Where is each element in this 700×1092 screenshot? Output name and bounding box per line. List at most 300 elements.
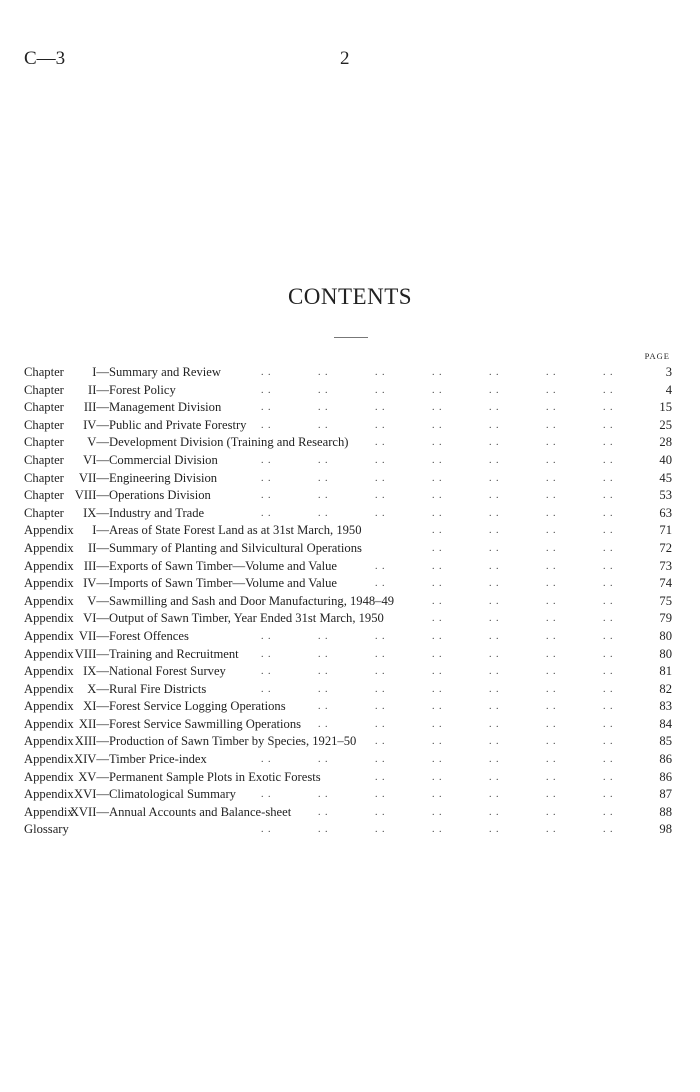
toc-entry-kind: Chapter [24, 505, 64, 520]
toc-entry [24, 364, 672, 382]
dot-leader: . . [546, 525, 557, 537]
dot-leader: . . [489, 754, 500, 766]
dot-leader: . . [489, 630, 500, 642]
toc-entry-kind: Appendix [24, 752, 74, 767]
dot-leader: . . [318, 490, 329, 502]
dot-leader: . . [432, 402, 443, 414]
toc-entry-title: Forest Offences [109, 628, 189, 643]
dot-leader: . . [432, 718, 443, 730]
toc-entry-number: II— [88, 382, 109, 397]
toc-entry-page: 73 [659, 558, 672, 573]
dot-leader: . . [261, 454, 272, 466]
dot-leader: . . [432, 507, 443, 519]
dot-leader: . . [546, 824, 557, 836]
dot-leader: . . [432, 613, 443, 625]
toc-entry-page: 4 [665, 382, 672, 397]
toc-entry-page: 82 [659, 681, 672, 696]
toc-entry-title: Operations Division [109, 488, 211, 503]
dot-leader: . . [546, 754, 557, 766]
toc-entry-title: Forest Policy [109, 382, 176, 397]
dot-leader: . . [318, 789, 329, 801]
toc-entry-title: Annual Accounts and Balance-sheet [109, 804, 292, 819]
toc-entry-title: Output of Sawn Timber, Year Ended 31st March, 1950 [109, 611, 384, 626]
toc-entry-number: VI— [83, 611, 109, 626]
toc-entry-kind: Glossary [24, 822, 69, 837]
dot-leader: . . [318, 806, 329, 818]
toc-entry-title: Forest Service Logging Operations [109, 699, 286, 714]
dot-leader: . . [546, 683, 557, 695]
toc-entry-title: Summary and Review [109, 365, 221, 379]
toc-entry-kind: Appendix [24, 664, 74, 679]
dot-leader: . . [261, 824, 272, 836]
toc-entry-title: Production of Sawn Timber by Species, 1921–50 [109, 734, 357, 749]
dot-leader: . . [318, 718, 329, 730]
dot-leader: . . [489, 718, 500, 730]
dot-leader: . . [375, 560, 386, 572]
toc-entry-number: XII— [78, 716, 109, 731]
dot-leader: . . [603, 701, 614, 713]
dot-leader: . . [546, 789, 557, 801]
toc-entry-number: IX— [83, 664, 109, 679]
toc-entry-page: 80 [659, 628, 672, 643]
toc-entry-page: 80 [659, 646, 672, 661]
toc-entry [24, 434, 672, 452]
dot-leader: . . [261, 683, 272, 695]
dot-leader: . . [375, 824, 386, 836]
toc-entry-title: Timber Price-index [109, 752, 207, 767]
dot-leader: . . [489, 578, 500, 590]
dot-leader: . . [375, 789, 386, 801]
dot-leader: . . [603, 683, 614, 695]
toc-entry-page: 87 [659, 787, 672, 802]
dot-leader: . . [375, 754, 386, 766]
toc-entry-page: 75 [659, 593, 672, 608]
dot-leader: . . [546, 419, 557, 431]
toc-entry-title: Management Division [109, 400, 222, 415]
toc-entry [24, 769, 672, 787]
toc-entry-kind: Chapter [24, 365, 64, 379]
dot-leader: . . [375, 419, 386, 431]
toc-entry [24, 733, 672, 751]
dot-leader: . . [432, 754, 443, 766]
dot-leader: . . [375, 771, 386, 783]
dot-leader: . . [603, 437, 614, 449]
dot-leader: . . [489, 595, 500, 607]
toc-entry-number: XV— [78, 769, 109, 784]
toc-entry-number: V— [87, 435, 109, 450]
dot-leader: . . [546, 560, 557, 572]
dot-leader: . . [603, 560, 614, 572]
toc-entry-kind: Chapter [24, 382, 64, 397]
toc-entry-kind: Appendix [24, 646, 74, 661]
dot-leader: . . [603, 771, 614, 783]
dot-leader: . . [432, 666, 443, 678]
dot-leader: . . [546, 613, 557, 625]
dot-leader: . . [432, 578, 443, 590]
toc-entry-kind: Appendix [24, 628, 74, 643]
toc-entry-kind: Appendix [24, 540, 74, 555]
dot-leader: . . [489, 525, 500, 537]
toc-entry [24, 751, 672, 769]
dot-leader: . . [432, 384, 443, 396]
toc-entry-number: XVI— [74, 787, 109, 802]
dot-leader: . . [318, 367, 329, 378]
dot-leader: . . [603, 507, 614, 519]
toc-entry-page: 3 [665, 365, 672, 379]
toc-entry [24, 786, 672, 804]
dot-leader: . . [489, 736, 500, 748]
toc-entry-page: 28 [659, 435, 672, 450]
dot-leader: . . [261, 419, 272, 431]
dot-leader: . . [489, 472, 500, 484]
dot-leader: . . [489, 560, 500, 572]
toc-entry-number: XIII— [74, 734, 109, 749]
toc-entry-number: II— [88, 540, 109, 555]
dot-leader: . . [603, 490, 614, 502]
toc-entry [24, 610, 672, 628]
toc-entry-title: Rural Fire Districts [109, 681, 207, 696]
dot-leader: . . [546, 701, 557, 713]
toc-entry [24, 628, 672, 646]
dot-leader: . . [603, 789, 614, 801]
toc-entry-number: VIII— [74, 488, 109, 503]
dot-leader: . . [489, 490, 500, 502]
dot-leader: . . [489, 683, 500, 695]
dot-leader: . . [489, 666, 500, 678]
toc-entry [24, 417, 672, 435]
dot-leader: . . [489, 648, 500, 660]
page-title: CONTENTS [287, 284, 413, 309]
toc-entry-kind: Chapter [24, 452, 64, 467]
toc-entry-number: VII— [78, 470, 109, 485]
dot-leader: . . [318, 683, 329, 695]
dot-leader: . . [375, 384, 386, 396]
dot-leader: . . [603, 384, 614, 396]
dot-leader: . . [489, 806, 500, 818]
toc-entry-title: Exports of Sawn Timber—Volume and Value [109, 558, 337, 573]
dot-leader: . . [432, 595, 443, 607]
dot-leader: . . [432, 630, 443, 642]
dot-leader: . . [261, 490, 272, 502]
dot-leader: . . [432, 806, 443, 818]
dot-leader: . . [489, 613, 500, 625]
page-number: 2 [340, 48, 350, 69]
dot-leader: . . [432, 683, 443, 695]
dot-leader: . . [546, 648, 557, 660]
dot-leader: . . [546, 472, 557, 484]
toc-entry-title: Permanent Sample Plots in Exotic Forests [109, 769, 321, 784]
dot-leader: . . [489, 701, 500, 713]
dot-leader: . . [546, 771, 557, 783]
toc-entry-page: 98 [659, 822, 672, 837]
toc-entry-page: 53 [659, 488, 672, 503]
toc-entry-number: IX— [83, 505, 109, 520]
toc-entry-kind: Chapter [24, 417, 64, 432]
toc-entry [24, 470, 672, 488]
toc-entry-title: Public and Private Forestry [109, 417, 247, 432]
toc-entry-page: 86 [659, 752, 672, 767]
dot-leader: . . [432, 525, 443, 537]
dot-leader: . . [546, 384, 557, 396]
dot-leader: . . [318, 454, 329, 466]
dot-leader: . . [603, 402, 614, 414]
dot-leader: . . [603, 718, 614, 730]
toc-entry-title: Commercial Division [109, 452, 218, 467]
dot-leader: . . [432, 560, 443, 572]
toc-entry-kind: Appendix [24, 576, 74, 591]
dot-leader: . . [318, 507, 329, 519]
toc-entry [24, 452, 672, 470]
dot-leader: . . [489, 771, 500, 783]
toc-entry-kind: Appendix [24, 787, 74, 802]
dot-leader: . . [375, 718, 386, 730]
dot-leader: . . [546, 437, 557, 449]
dot-leader: . . [261, 630, 272, 642]
toc-entry-page: 71 [659, 523, 672, 538]
dot-leader: . . [432, 824, 443, 836]
toc-entry-title: Climatological Summary [109, 787, 236, 802]
dot-leader: . . [546, 578, 557, 590]
toc-entry-kind: Appendix [24, 611, 74, 626]
dot-leader: . . [603, 367, 614, 378]
toc-entry-page: 63 [659, 505, 672, 520]
toc-entry-kind: Chapter [24, 488, 64, 503]
dot-leader: . . [489, 824, 500, 836]
toc-entry-number: XI— [83, 699, 109, 714]
dot-leader: . . [489, 419, 500, 431]
toc-entry-page: 79 [659, 611, 672, 626]
toc-entry [24, 681, 672, 699]
dot-leader: . . [375, 630, 386, 642]
dot-leader: . . [603, 666, 614, 678]
dot-leader: . . [261, 402, 272, 414]
toc-entry-number: IV— [83, 576, 109, 591]
dot-leader: . . [375, 367, 386, 378]
toc-entry-kind: Appendix [24, 716, 74, 731]
toc-entry-number: X— [87, 681, 109, 696]
toc-entry-number: XIV— [74, 752, 109, 767]
dot-leader: . . [318, 630, 329, 642]
dot-leader: . . [546, 490, 557, 502]
toc-entry-number: I— [92, 365, 109, 379]
toc-entry-number: VIII— [74, 646, 109, 661]
toc-entry [24, 399, 672, 417]
toc-entry-title: National Forest Survey [109, 664, 226, 679]
dot-leader: . . [432, 367, 443, 378]
dot-leader: . . [375, 701, 386, 713]
dot-leader: . . [489, 384, 500, 396]
dot-leader: . . [375, 578, 386, 590]
toc-entry [24, 575, 672, 593]
toc-entry-title: Forest Service Sawmilling Operations [109, 716, 302, 731]
toc-entry-number: IV— [83, 417, 109, 432]
dot-leader: . . [603, 525, 614, 537]
toc-entry-title: Imports of Sawn Timber—Volume and Value [109, 576, 337, 591]
toc-entry-kind: Appendix [24, 769, 74, 784]
toc-entry [24, 487, 672, 505]
dot-leader: . . [375, 490, 386, 502]
dot-leader: . . [375, 454, 386, 466]
dot-leader: . . [603, 736, 614, 748]
toc-entry-title: Development Division (Training and Research) [109, 435, 349, 450]
toc-entry [24, 804, 672, 822]
dot-leader: . . [489, 542, 500, 554]
toc-entry-page: 84 [659, 716, 672, 731]
title-rule [334, 337, 368, 338]
toc-entry [24, 558, 672, 576]
toc-entry-number: III— [83, 400, 109, 415]
dot-leader: . . [546, 367, 557, 378]
toc-entry-title: Summary of Planting and Silvicultural Operations [109, 540, 362, 555]
dot-leader: . . [318, 384, 329, 396]
dot-leader: . . [603, 824, 614, 836]
dot-leader: . . [261, 648, 272, 660]
dot-leader: . . [375, 736, 386, 748]
dot-leader: . . [603, 648, 614, 660]
dot-leader: . . [375, 472, 386, 484]
dot-leader: . . [546, 402, 557, 414]
dot-leader: . . [546, 542, 557, 554]
toc-entry-kind: Appendix [24, 558, 74, 573]
dot-leader: . . [432, 789, 443, 801]
dot-leader: . . [375, 402, 386, 414]
dot-leader: . . [375, 648, 386, 660]
dot-leader: . . [432, 771, 443, 783]
toc-entry-number: VII— [78, 628, 109, 643]
dot-leader: . . [603, 578, 614, 590]
dot-leader: . . [489, 402, 500, 414]
dot-leader: . . [432, 454, 443, 466]
table-of-contents [24, 364, 672, 839]
dot-leader: . . [603, 754, 614, 766]
dot-leader: . . [546, 806, 557, 818]
toc-entry-number: VI— [83, 452, 109, 467]
dot-leader: . . [489, 437, 500, 449]
dot-leader: . . [432, 736, 443, 748]
toc-entry-title: Engineering Division [109, 470, 218, 485]
dot-leader: . . [546, 454, 557, 466]
dot-leader: . . [546, 630, 557, 642]
toc-entry-page: 88 [659, 804, 672, 819]
toc-entry [24, 698, 672, 716]
toc-entry-page: 25 [659, 417, 672, 432]
dot-leader: . . [546, 595, 557, 607]
dot-leader: . . [318, 472, 329, 484]
dot-leader: . . [261, 666, 272, 678]
dot-leader: . . [546, 666, 557, 678]
toc-entry-number: V— [87, 593, 109, 608]
toc-entry [24, 821, 672, 839]
dot-leader: . . [546, 736, 557, 748]
dot-leader: . . [375, 683, 386, 695]
dot-leader: . . [375, 806, 386, 818]
toc-entry [24, 663, 672, 681]
dot-leader: . . [318, 648, 329, 660]
dot-leader: . . [432, 472, 443, 484]
toc-entry-page: 85 [659, 734, 672, 749]
toc-entry-kind: Appendix [24, 699, 74, 714]
dot-leader: . . [318, 666, 329, 678]
dot-leader: . . [261, 789, 272, 801]
toc-entry-number: III— [83, 558, 109, 573]
dot-leader: . . [318, 824, 329, 836]
toc-entry-kind: Appendix [24, 681, 74, 696]
toc-entry-page: 72 [659, 540, 672, 555]
dot-leader: . . [432, 490, 443, 502]
dot-leader: . . [603, 419, 614, 431]
toc-entry-title: Training and Recruitment [109, 646, 239, 661]
dot-leader: . . [261, 754, 272, 766]
dot-leader: . . [489, 367, 500, 378]
dot-leader: . . [546, 507, 557, 519]
dot-leader: . . [432, 701, 443, 713]
dot-leader: . . [603, 472, 614, 484]
toc-entry [24, 646, 672, 664]
dot-leader: . . [432, 419, 443, 431]
section-code: C—3 [24, 48, 66, 69]
toc-entry [24, 382, 672, 400]
dot-leader: . . [261, 472, 272, 484]
dot-leader: . . [603, 595, 614, 607]
dot-leader: . . [489, 789, 500, 801]
dot-leader: . . [489, 507, 500, 519]
dot-leader: . . [318, 402, 329, 414]
dot-leader: . . [318, 701, 329, 713]
dot-leader: . . [432, 437, 443, 449]
dot-leader: . . [318, 754, 329, 766]
toc-entry-page: 83 [659, 699, 672, 714]
dot-leader: . . [261, 367, 272, 378]
toc-entry-page: 15 [659, 400, 672, 415]
dot-leader: . . [318, 419, 329, 431]
dot-leader: . . [432, 648, 443, 660]
toc-entry-number: I— [92, 523, 109, 538]
dot-leader: . . [375, 507, 386, 519]
dot-leader: . . [432, 542, 443, 554]
dot-leader: . . [603, 630, 614, 642]
toc-entry [24, 716, 672, 734]
toc-entry [24, 505, 672, 523]
dot-leader: . . [603, 613, 614, 625]
page-column-label: PAGE [644, 351, 670, 361]
toc-entry-kind: Chapter [24, 435, 64, 450]
dot-leader: . . [375, 437, 386, 449]
toc-entry-page: 40 [659, 452, 672, 467]
toc-entry-page: 86 [659, 769, 672, 784]
toc-entry-kind: Appendix [24, 523, 74, 538]
toc-entry [24, 593, 672, 611]
dot-leader: . . [603, 454, 614, 466]
dot-leader: . . [603, 806, 614, 818]
dot-leader: . . [261, 507, 272, 519]
toc-entry-kind: Chapter [24, 400, 64, 415]
toc-entry [24, 540, 672, 558]
toc-entry-kind: Appendix [24, 804, 74, 819]
toc-entry-title: Industry and Trade [109, 505, 205, 520]
toc-entry [24, 522, 672, 540]
dot-leader: . . [489, 454, 500, 466]
toc-entry-page: 81 [659, 664, 672, 679]
dot-leader: . . [375, 666, 386, 678]
toc-entry-number: XVII— [69, 804, 109, 819]
toc-entry-page: 45 [659, 470, 672, 485]
toc-entry-kind: Chapter [24, 470, 64, 485]
toc-entry-title: Areas of State Forest Land as at 31st March, 1950 [109, 523, 362, 538]
dot-leader: . . [261, 384, 272, 396]
toc-entry-kind: Appendix [24, 593, 74, 608]
dot-leader: . . [603, 542, 614, 554]
toc-entry-kind: Appendix [24, 734, 74, 749]
